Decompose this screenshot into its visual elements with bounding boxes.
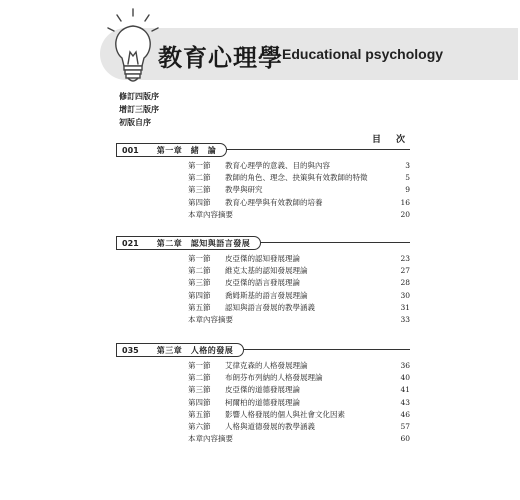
book-title-english: Educational psychology [282,46,444,62]
page-number: 43 [400,397,410,407]
chapter-title: 第三章 人格的發展 [156,345,234,355]
page-number: 60 [400,434,410,444]
page-number: 20 [400,209,410,219]
toc-row[interactable] [116,160,410,172]
section-title: 教育心理學的意義、目的與內容 [225,161,330,170]
toc-row[interactable] [116,253,410,265]
chapter-label [116,236,261,250]
chapter-number: 035 [122,345,139,355]
page-number: 3 [405,161,410,170]
toc-row[interactable] [116,372,410,384]
page-number: 27 [400,266,410,276]
section-title: 人格與道德發展的教學涵義 [225,421,315,431]
toc-row[interactable] [116,409,410,421]
section-title: 維克太基的認知發展理論 [225,266,308,276]
section-number: 第四節 [188,397,211,407]
chapter-block [116,143,410,221]
section-number: 第三節 [188,385,211,395]
section-title: 柯爾柏的道德發展理論 [225,397,300,407]
toc-row[interactable] [116,277,410,289]
section-number: 第二節 [188,173,211,183]
section-number: 第六節 [188,421,211,431]
summary-title: 本章內容摘要 [188,434,233,444]
page-number: 33 [400,314,410,324]
toc-row[interactable] [116,421,410,433]
preface-item[interactable]: 修訂四版序 [119,92,159,101]
section-number: 第一節 [188,361,211,370]
chapter-header[interactable] [116,236,410,250]
toc-row[interactable] [116,397,410,409]
toc-row[interactable] [116,290,410,302]
page-number: 5 [405,173,410,183]
toc-row[interactable] [116,197,410,209]
chapter-header[interactable] [116,143,410,157]
section-title: 認知與語言發展的教學涵義 [225,302,315,312]
chapter-title: 第二章 認知與語言發展 [156,238,251,248]
section-number: 第三節 [188,185,211,195]
toc-row[interactable] [116,302,410,314]
section-title: 艾律克森的人格發展理論 [225,361,308,370]
section-number: 第四節 [188,197,211,207]
section-number: 第三節 [188,278,211,288]
chapter-title: 第一章 緒 論 [156,145,217,155]
section-number: 第二節 [188,266,211,276]
preface-item[interactable]: 增訂三版序 [119,105,159,114]
section-title: 教學與研究 [225,185,263,195]
section-title: 影響人格發展的個人與社會文化因素 [225,409,345,419]
toc-summary-row[interactable] [116,209,410,221]
page-number: 30 [400,290,410,300]
book-title: 教育心理學 [158,43,283,72]
page-number: 57 [400,421,410,431]
chapter-label [116,143,227,157]
page-number: 41 [400,385,410,395]
page-number: 23 [400,254,410,263]
chapter-block [116,236,410,326]
page-number: 36 [400,361,410,370]
section-title: 教育心理學與有效教師的培養 [225,197,323,207]
page-number: 28 [400,278,410,288]
page-number: 46 [400,409,410,419]
chapter-number: 021 [122,238,139,248]
toc-row[interactable] [116,265,410,277]
section-number: 第二節 [188,373,211,383]
page-number: 16 [400,197,410,207]
page-number: 40 [400,373,410,383]
section-title: 皮亞傑的語言發展理論 [225,278,300,288]
section-title: 皮亞傑的認知發展理論 [225,254,300,263]
page-number: 9 [405,185,410,195]
section-title: 喬姆斯基的語言發展理論 [225,290,308,300]
toc-row[interactable] [116,360,410,372]
page-number: 31 [400,302,410,312]
contents-heading: 目 次 [372,135,409,145]
chapter-label [116,343,244,357]
chapter-header[interactable] [116,343,410,357]
section-number: 第五節 [188,302,211,312]
toc-row[interactable] [116,184,410,196]
toc-row[interactable] [116,384,410,396]
section-title: 皮亞傑的道德發展理論 [225,385,300,395]
section-number: 第一節 [188,254,211,263]
section-title: 教師的角色、理念、抉策與有效教師的特徵 [225,173,368,183]
preface-list [119,90,159,129]
section-number: 第四節 [188,290,211,300]
section-number: 第五節 [188,409,211,419]
section-title: 布朗芬布列納的人格發展理論 [225,373,323,383]
summary-title: 本章內容摘要 [188,209,233,219]
summary-title: 本章內容摘要 [188,314,233,324]
toc-summary-row[interactable] [116,433,410,445]
preface-item[interactable]: 初版自序 [119,118,151,127]
chapter-number: 001 [122,145,139,155]
section-number: 第一節 [188,161,211,170]
toc-summary-row[interactable] [116,314,410,326]
chapter-block [116,343,410,445]
toc-row[interactable] [116,172,410,184]
